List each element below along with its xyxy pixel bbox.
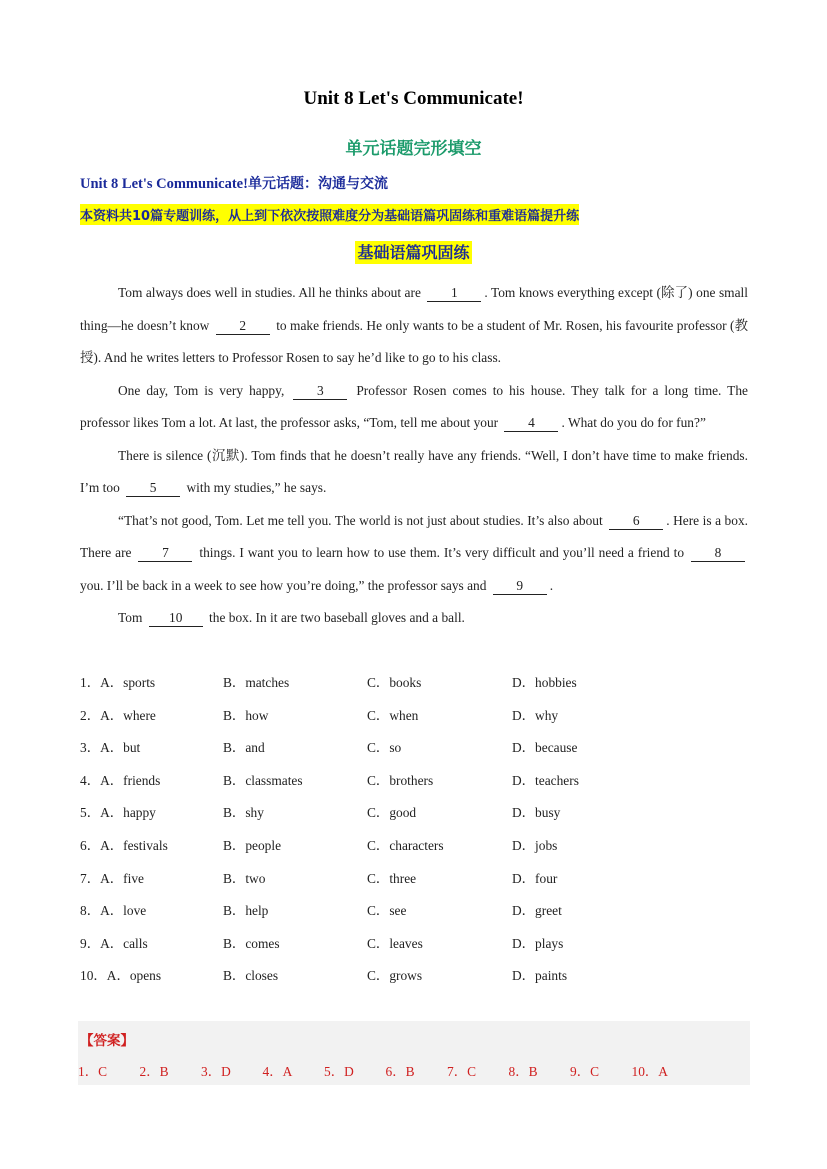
passage-text: things. I want you to learn how to use them. It’s very difficult and you’ll need a friend to [195,545,689,560]
option-row [80,729,748,762]
option-text: A．festivals [100,837,168,853]
topic-line [80,173,388,193]
option-choice: B．two [223,870,266,886]
option-choice: D．four [512,870,558,886]
question-number: 6． [80,837,101,853]
option-row [80,892,748,925]
passage-text: Tom always does well in studies. All he thinks about are [118,285,425,300]
option-choice [80,705,156,724]
passage-text: to make friends. He only wants to be a student of Mr. Rosen, his favourite professor (教授). And he writes letters to Professor Rosen to say he’d like to go to his class. [80,317,748,365]
blank-4: 4 [504,415,558,432]
question-number: 10． [80,968,107,984]
option-text: A．where [100,707,156,723]
passage-text: One day, Tom is very happy, [118,382,291,398]
passage-text: you. I’ll be back in a week to see how you’re doing,” the professor says and [80,577,490,593]
blank-10: 10 [149,610,203,627]
answer-item: 7．C [447,1064,477,1079]
blank-9: 9 [493,578,547,595]
option-text: A．sports [100,675,156,690]
option-choice: C．three [367,870,417,886]
section-heading [0,240,827,263]
option-choice: D．paints [512,968,568,984]
option-choice: D．why [512,707,559,723]
question-number: 7． [80,870,101,886]
blank-6: 6 [609,513,663,530]
passage-paragraph [80,375,748,440]
option-row [80,794,748,827]
question-number: 8． [80,903,101,919]
passage-text: . What do you do for fun?” [561,415,706,430]
option-choice: D．greet [512,903,562,919]
option-choice [80,770,160,789]
blank-8: 8 [691,545,745,562]
passage-text: the box. In it are two baseball gloves and a ball. [205,610,465,625]
question-number: 5． [80,805,101,821]
option-text: A．opens [106,968,162,984]
option-choice: C．leaves [367,935,423,951]
passage-text: Professor Rosen comes to his house. They talk for a long time. The professor likes Tom a lot. At last, the professor asks, “Tom, tell me about your [80,382,749,430]
passage-paragraph [80,505,748,603]
answer-item: 2．B [139,1064,169,1079]
question-number: 2． [80,707,101,723]
answer-item: 1．C [78,1064,108,1079]
blank-5: 5 [126,480,180,497]
option-choice: B．and [223,740,265,756]
option-choice [80,802,156,821]
option-choice: C．characters [367,837,444,853]
option-choice [80,737,140,756]
passage-text: with my studies,” he says. [183,480,327,495]
option-choice: B．help [223,903,269,919]
option-row [80,957,748,990]
option-choice [80,900,146,919]
option-choice: B．shy [223,805,264,821]
blank-3: 3 [293,383,347,400]
option-choice: D．jobs [512,837,558,853]
passage-text: Tom [118,610,146,625]
blank-2: 2 [216,318,270,335]
option-choice [80,672,155,691]
option-choice: C．so [367,740,402,756]
answer-label: 【答案】 [80,1033,134,1049]
option-choice: C．grows [367,968,423,984]
option-choice: D．because [512,740,578,756]
option-text: A．happy [100,805,156,821]
options-list [80,664,748,990]
blank-1: 1 [427,285,481,302]
option-choice [80,835,168,854]
option-choice: D．hobbies [512,675,577,690]
option-choice: D．busy [512,805,561,821]
option-choice: D．plays [512,935,564,951]
passage-text: “That’s not good, Tom. Let me tell you. The world is not just about studies. It’s also about [118,512,607,528]
option-choice: C．see [367,903,407,919]
option-row [80,925,748,958]
topic-en: Unit 8 Let's Communicate! [80,176,248,192]
passage-paragraph [80,440,748,505]
topic-cn: 单元话题：沟通与交流 [247,176,388,192]
option-row [80,860,748,893]
option-choice: C．books [367,675,422,690]
answer-box [78,1021,750,1085]
option-row [80,762,748,795]
option-row [80,697,748,730]
answer-item: 6．B [385,1064,415,1079]
passage-text: . Here is a box. There are [80,512,748,560]
passage-text: . Tom knows everything except (除了) one small thing—he doesn’t know [80,285,748,333]
answer-list [78,1061,668,1080]
option-choice [80,965,161,984]
option-row [80,827,748,860]
option-row [80,664,748,697]
option-choice [80,933,148,952]
passage-paragraph [80,602,748,635]
option-choice: B．how [223,707,269,723]
option-choice: D．teachers [512,772,579,788]
page-subtitle: 单元话题完形填空 [345,139,482,159]
option-text: A．friends [100,772,161,788]
option-choice: B．people [223,837,282,853]
notice-banner: 本资料共10篇专题训练，从上到下依次按照难度分为基础语篇巩固练和重难语篇提升练 [80,204,579,225]
option-text: A．calls [100,935,148,951]
option-choice: B．closes [223,968,279,984]
answer-item: 10．A [631,1064,668,1079]
cloze-passage [80,277,748,635]
answer-item: 3．D [201,1064,231,1079]
option-choice: C．good [367,805,417,821]
answer-item: 9．C [570,1064,600,1079]
section-heading-text: 基础语篇巩固练 [357,243,470,262]
page-title: Unit 8 Let's Communicate! [303,88,524,109]
passage-paragraph [80,277,748,375]
answer-item: 5．D [324,1064,354,1079]
option-choice: C．brothers [367,772,434,788]
option-text: A．five [100,870,144,886]
question-number: 3． [80,740,101,756]
answer-item: 8．B [508,1064,538,1079]
option-choice: C．when [367,707,419,723]
answer-item: 4．A [262,1064,293,1079]
option-choice: B．classmates [223,772,303,788]
option-choice: B．matches [223,675,290,690]
option-choice [80,868,144,887]
option-text: A．but [100,740,141,756]
option-text: A．love [100,903,147,919]
blank-7: 7 [138,545,192,562]
passage-text: There is silence (沉默). Tom finds that he doesn’t really have any friends. “Well, I don’t have time to make friends. I’m too [80,447,748,495]
question-number: 1． [80,675,101,690]
passage-text: . [549,577,554,593]
option-choice: B．comes [223,935,280,951]
question-number: 9． [80,935,101,951]
question-number: 4． [80,772,101,788]
